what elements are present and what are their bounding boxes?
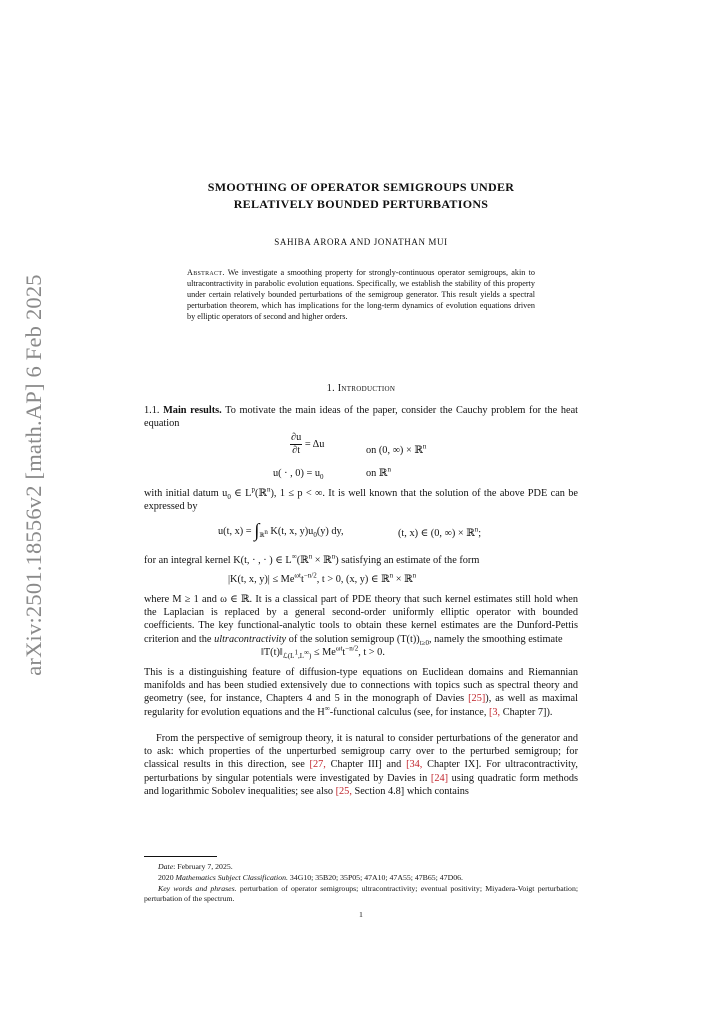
citation-link[interactable]: [27, <box>309 759 326 771</box>
abstract-text: We investigate a smoothing property for strongly-continuous operator semigroups, akin to ultracontractivity in parabolic evolution equations. Specifically, we establish the stability of this property under certain relatively bounded perturbations of the semigroup generator. This result yields a spectral perturbation theorem, which has implications for the long-term dynamics of evolution equations driven by elliptic operators of second and higher orders. <box>187 268 535 322</box>
paragraph-ultracontractivity: where M ≥ 1 and ω ∈ ℝ. It is a classical part of PDE theory that such kernel estimates still hold when the Laplacian is replaced by a general second-order uniformly elliptic operator with bounded coefficients. The key functional-analytic tools to obtain these kernel estimates are the Dunford-Pettis criterion and the ultracontractivity of the solution semigroup $(T(t))_{t\ge 0}$, namely the smoothing estimate <box>144 594 578 647</box>
paragraph-kernel: for an integral kernel K(t, · , · ) ∈ L∞(ℝ$^n$ × ℝ$^n$) satisfying an estimate of the form <box>144 552 480 566</box>
citation-link[interactable]: [3, <box>488 706 501 718</box>
arxiv-sidebar-stamp <box>12 274 56 676</box>
equation-integral: u(t, $x) = \int_{ℝ^n}$ K(t, x, $y)u_0(y)$ dy, <box>218 520 344 542</box>
abstract-label: Abstract. <box>187 268 225 277</box>
paragraph-intro <box>144 404 578 430</box>
title-line-1: SMOOTHING OF OPERATOR SEMIGROUPS UNDER <box>207 180 515 194</box>
paragraph-perturbation: From the perspective of semigroup theory, it is natural to consider perturbations of the generator and to ask: which properties of the unperturbed semigroup carry over to the perturbed semigroup; for classical results in this direction, see [27, Chapter III] and [34, Chapter IX]. For ultracontractivity, perturbations by singular potentials were investigated by Davies in [24] using quadratic form methods and logarithmic Sobolev inequalities; see also [25, Section 4.8] which contains <box>144 733 578 797</box>
equation-heat: $\frac{\partial u}{\partial t}$ = Δu <box>291 432 325 456</box>
citation-link[interactable]: [25, <box>335 785 352 797</box>
arxiv-identifier: arXiv:2501.18556v2 [math.AP] 6 Feb 2025 <box>21 274 46 676</box>
equation-smoothing-estimate: $‖T(t)‖_{ℒ(L^1,L^\infty)} \le Me^{\omega t}t^{-n/2}$, t > 0. <box>261 644 385 661</box>
equation-initial-domain: on ℝ$^n$ <box>366 465 391 479</box>
section-title: Introduction <box>337 383 396 394</box>
footnote-date: Date: February 7, 2025. <box>158 862 233 871</box>
section-heading <box>144 383 578 394</box>
footnote-keywords: Key words and phrases. perturbation of operator semigroups; ultracontractivity; eventual positivity; Miyadera-Voigt perturbation; perturbation of the spectrum. <box>144 884 579 904</box>
citation-link[interactable]: [24] <box>430 772 449 784</box>
paragraph-intro-text: To motivate the main ideas of the paper, consider the Cauchy problem for the heat equation <box>144 405 579 430</box>
fraction-du-dt: $\frac{\partial u}{\partial t}$ <box>291 432 302 456</box>
citation-link[interactable]: [34, <box>406 759 423 771</box>
page-number: 1 <box>359 910 363 919</box>
paragraph-solution: with initial datum $u_0$ ∈ $L^p(ℝ^n)$, 1 ≤ p < ∞. It is well known that the solution of the above PDE can be expressed by <box>144 485 578 513</box>
equation-kernel-estimate: |K(t, x, $y)| \le Me^{\omega t}t^{-n/2}$, t > 0, (x, y) ∈ ℝ$^n$ × ℝ$^n$ <box>228 571 417 585</box>
paper-title <box>144 179 578 213</box>
abstract <box>187 267 535 322</box>
citation-link[interactable]: [25] <box>468 693 486 705</box>
paragraph-diffusion: This is a distinguishing feature of diffusion-type equations on Euclidean domains and Riemannian manifolds and has been studied extensively due to connections with topics such as spectral theory and geometry (see, for instance, Chapters 4 and 5 in the monograph of Davies [25]), as well as maximal regularity for evolution equations and the H∞-functional calculus (see, for instance, [3, Chapter 7]). <box>144 667 578 718</box>
title-line-2: RELATIVELY BOUNDED PERTURBATIONS <box>233 197 489 211</box>
footnote-msc: 2020 Mathematics Subject Classification. 34G10; 35B20; 35P05; 47A10; 47A55; 47B65; 47D06. <box>158 873 463 882</box>
section-number: 1. <box>326 383 335 394</box>
paper-authors: SAHIBA ARORA AND JONATHAN MUI <box>274 237 448 247</box>
subsection-number: 1.1. <box>144 405 160 416</box>
equation-initial-condition: u( · , $0) = u_0$ <box>273 468 324 482</box>
equation-heat-domain: on (0, ∞) × ℝ$^n$ <box>366 442 427 456</box>
equation-integral-domain: (t, x) ∈ (0, ∞) × ℝ$^n$; <box>398 525 482 539</box>
footnote-rule <box>144 856 217 857</box>
subsection-title: Main results. <box>163 405 222 416</box>
